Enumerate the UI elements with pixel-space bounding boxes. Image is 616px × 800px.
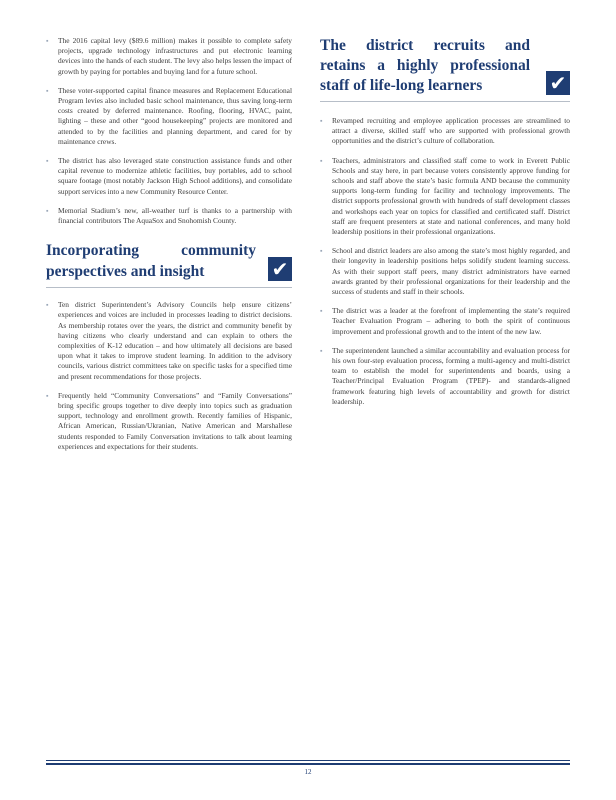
staff-section-title: The district recruits and retains a highly professional staff of life-long learners <box>320 37 530 94</box>
superintendent-evaluation-bullet: ▪ The superintendent launched a similar accountability and evaluation process for his own four-step evaluation process, forming a multi-agency and multi-district team to establish the model for superintendents and boards, using a Teacher/Principal Evaluation Program (TPEP)- and standards-aligned framework featuring high levels of accountability and growth for district leadership. <box>320 346 570 407</box>
footer-rule <box>46 760 570 761</box>
recruiting-bullet: ▪ Revamped recruiting and employee application processes are streamlined to attract a diverse, skilled staff who are supported with professional growth opportunities and the district’s culture of collaboration. <box>320 116 570 147</box>
community-section-title: Incorporating community perspectives and insight <box>46 242 256 281</box>
capital-levy-bullet: ▪ The 2016 capital levy ($89.6 million) makes it possible to complete safety projects, upgrade technology infrastructures and put electronic learning devices into the hands of each student. The levy also helps lessen the impact of growth by paying for portables and buying land for a future school. <box>46 36 292 77</box>
footer-rule-thick <box>46 763 570 765</box>
staff-section-header <box>320 36 570 102</box>
section-divider <box>320 101 570 102</box>
staff-retention-bullet: ▪ Teachers, administrators and classified staff come to work in Everett Public Schools and stay here, in part because voters consistently approve funding for schools and staff above the state’s basic formula AND because the community supports long-term funding for facility and technology improvements. The district supports professional growth with hundreds of staff development classes and workshops each year on topics for classified and certificated staff. District staff are frequent presenters at state and national conferences, and many hold leadership positions in their professional organizations. <box>320 156 570 238</box>
page-number: 12 <box>304 768 312 776</box>
section-divider <box>46 287 292 288</box>
community-section-header <box>46 240 292 288</box>
checkmark-icon: ✔ <box>268 257 292 281</box>
maintenance-bullet: ▪ These voter-supported capital finance measures and Replacement Educational Program levies also included basic school maintenance, thus saving long-term costs created by deferred maintenance. Roofing, flooring, HVAC, paint, lighting – these and other “good housekeeping” projects are monitored and attended to by the facilities and planning department, and cared for by maintenance crews. <box>46 86 292 147</box>
checkmark-icon: ✔ <box>546 71 570 95</box>
teacher-evaluation-bullet: ▪ The district was a leader at the forefront of implementing the state’s required Teacher Evaluation Program – adhering to both the spirit of continuous improvement and professional growth and to the intent of the new law. <box>320 306 570 337</box>
community-conversations-bullet: ▪ Frequently held “Community Conversations” and “Family Conversations” bring specific groups together to dive deeply into topics such as graduation support, technology and enrollment growth. Recently families of Hispanic, African American, Russian/Ukranian, Native American and Marshallese students responded to Family Conversation invitations to talk about learning experiences and expectations for their students. <box>46 391 292 452</box>
leadership-bullet: ▪ School and district leaders are also among the state’s most highly regarded, and their longevity in leadership positions helps solidify student learning success. As with their support staff peers, many district administrators have earned awards granted by their professional organizations for their leadership and the success of students and staff in their schools. <box>320 246 570 297</box>
construction-assistance-bullet: ▪ The district has also leveraged state construction assistance funds and other capital revenue to modernize athletic facilities, buy portables, add to school square footage (most notably Jackson High School additions), and consolidate support services into a new Community Resource Center. <box>46 156 292 197</box>
right-column <box>320 36 570 416</box>
left-column <box>46 36 292 461</box>
memorial-stadium-bullet: ▪ Memorial Stadium’s new, all-weather turf is thanks to a partnership with financial contributors The AquaSox and Snohomish County. <box>46 206 292 226</box>
advisory-councils-bullet: ▪ Ten district Superintendent’s Advisory Councils help ensure citizens’ experiences and voices are included in processes leading to district decisions. As membership rotates over the years, the district and community benefit by having citizens who clearly understand and can explain to others the complexities of K-12 education – and how ultimately all decisions are based upon what it takes to improve student learning. In addition to the advisory councils, various district committees take on specific tasks for a specified time and present recommendations for those projects. <box>46 300 292 382</box>
